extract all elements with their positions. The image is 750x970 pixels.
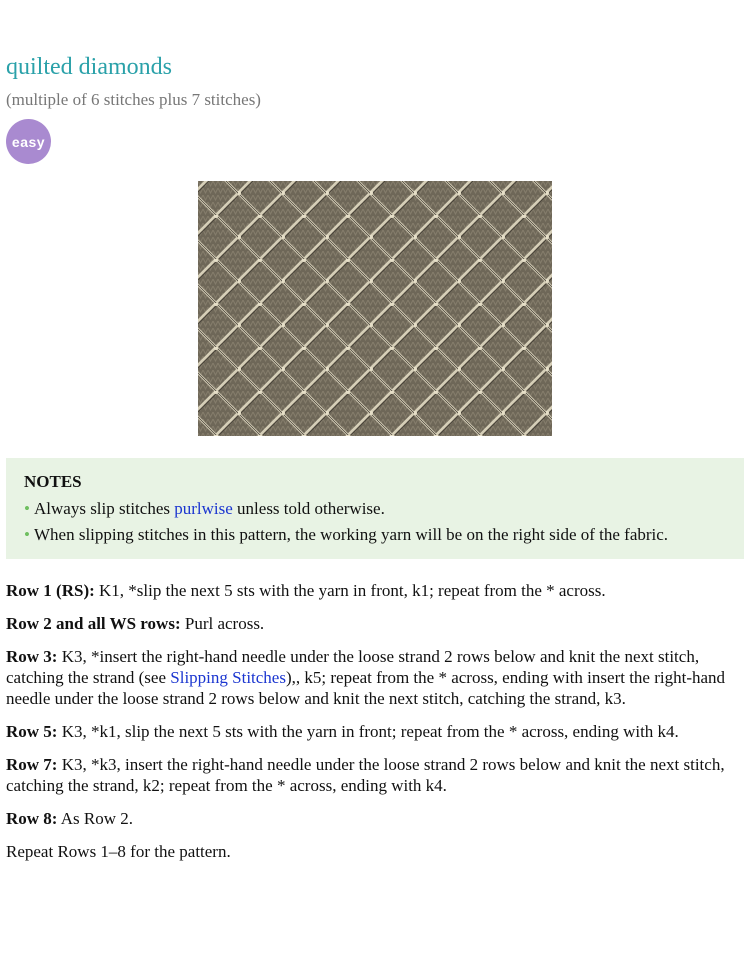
row-7: Row 7: K3, *k3, insert the right-hand needle under the loose strand 2 rows below and knit the next stitch, catching the strand, k2; repeat from the * across, ending with k4. (6, 755, 725, 795)
swatch-image (198, 181, 552, 436)
row-8: Row 8: As Row 2. (6, 809, 134, 828)
row-5: Row 5: K3, *k1, slip the next 5 sts with the yarn in front; repeat from the * across, ending with k4. (6, 722, 679, 741)
row-label: Row 1 (RS): (6, 581, 95, 600)
row-2: Row 2 and all WS rows: Purl across. (6, 614, 265, 633)
repeat-instruction: Repeat Rows 1–8 for the pattern. (6, 842, 231, 861)
notes-heading: NOTES (24, 472, 82, 491)
stitch-multiple: (multiple of 6 stitches plus 7 stitches) (6, 90, 261, 109)
note-working-yarn: • When slipping stitches in this pattern, the working yarn will be on the right side of the fabric. (24, 522, 726, 548)
row-label: Row 5: (6, 722, 58, 741)
note-slip-purlwise: • Always slip stitches purlwise unless told otherwise. (24, 496, 726, 522)
pattern-title: quilted diamonds (6, 54, 172, 80)
purlwise-link[interactable]: purlwise (174, 499, 233, 518)
row-1: Row 1 (RS): K1, *slip the next 5 sts with the yarn in front, k1; repeat from the * across. (6, 581, 606, 600)
row-3: Row 3: K3, *insert the right-hand needle under the loose strand 2 rows below and knit the next stitch, catching the strand (see Slipping Stitches),, k5; repeat from the * across, ending with insert the right-hand needle under the loose strand 2 rows below and knit the next stitch, catching the strand, k3. (6, 647, 726, 708)
slipping-stitches-link[interactable]: Slipping Stitches (170, 668, 286, 687)
row-label: Row 2 and all WS rows: (6, 614, 181, 633)
notes-list (24, 496, 726, 548)
pattern-instructions (6, 580, 741, 874)
row-label: Row 3: (6, 647, 58, 666)
row-label: Row 7: (6, 755, 58, 774)
row-label: Row 8: (6, 809, 58, 828)
difficulty-badge: easy (6, 119, 51, 164)
notes-box (6, 458, 744, 559)
